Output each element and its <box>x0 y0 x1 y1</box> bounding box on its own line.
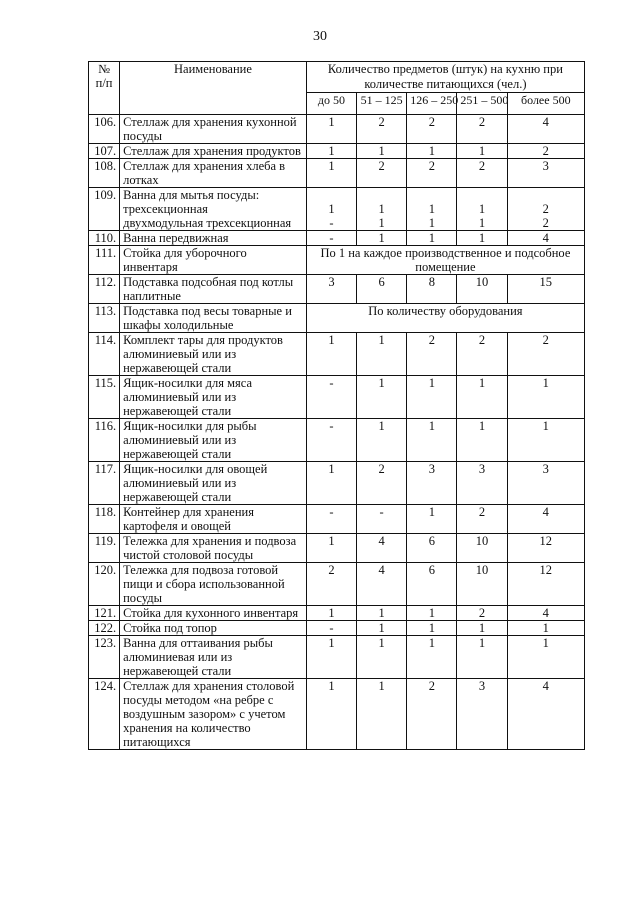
row-qty-line: 1 <box>328 202 335 216</box>
table-row <box>89 606 585 621</box>
row-number: 115. <box>89 376 120 419</box>
row-qty-1: 1 <box>306 606 356 621</box>
row-name: Ящик-носилки для мяса алюминиевый или из нержавеющей стали <box>120 376 307 419</box>
row-number: 113. <box>89 304 120 333</box>
table-row <box>89 621 585 636</box>
equipment-table <box>88 61 585 750</box>
row-qty-line <box>511 188 581 202</box>
row-qty-2: 1 <box>357 679 407 750</box>
row-qty-4 <box>457 188 507 231</box>
row-qty-1: - <box>306 419 356 462</box>
table-header <box>89 62 585 115</box>
row-qty-5 <box>507 188 584 231</box>
row-qty-4: 3 <box>457 462 507 505</box>
row-qty-5: 2 <box>507 144 584 159</box>
row-qty-line: 2 <box>542 216 549 230</box>
row-qty-2: 2 <box>357 462 407 505</box>
table-row <box>89 679 585 750</box>
row-qty-4: 10 <box>457 275 507 304</box>
row-qty-line <box>360 188 403 202</box>
row-qty-line: 1 <box>378 202 385 216</box>
row-number: 117. <box>89 462 120 505</box>
table-row <box>89 144 585 159</box>
row-name: Стеллаж для хранения хлеба в лотках <box>120 159 307 188</box>
row-name: Ванна для оттаивания рыбы алюминиевая или из нержавеющей стали <box>120 636 307 679</box>
row-number: 119. <box>89 534 120 563</box>
row-name: Стойка для уборочного инвентаря <box>120 246 307 275</box>
row-qty-1: - <box>306 621 356 636</box>
row-qty-3: 6 <box>407 563 457 606</box>
row-qty-1: - <box>306 505 356 534</box>
row-name: Ящик-носилки для рыбы алюминиевый или из нержавеющей стали <box>120 419 307 462</box>
row-qty-2: 1 <box>357 144 407 159</box>
row-qty-5: 4 <box>507 505 584 534</box>
row-qty-3: 6 <box>407 534 457 563</box>
row-qty-5: 15 <box>507 275 584 304</box>
row-number: 107. <box>89 144 120 159</box>
row-qty-5: 1 <box>507 376 584 419</box>
row-qty-4: 2 <box>457 333 507 376</box>
row-span-value: По количеству оборудования <box>306 304 584 333</box>
header-qty: Количество предметов (штук) на кухню при количестве питающихся (чел.) <box>306 62 584 93</box>
row-qty-1: 1 <box>306 534 356 563</box>
row-qty-3: 1 <box>407 376 457 419</box>
row-qty-2: 1 <box>357 621 407 636</box>
row-qty-3: 1 <box>407 636 457 679</box>
row-number: 124. <box>89 679 120 750</box>
row-qty-2: 1 <box>357 231 407 246</box>
row-name: Комплект тары для продуктов алюминиевый или из нержавеющей стали <box>120 333 307 376</box>
header-col-2: 51 – 125 <box>357 93 407 115</box>
table-row <box>89 419 585 462</box>
row-qty-3: 1 <box>407 419 457 462</box>
row-qty-5: 1 <box>507 636 584 679</box>
row-qty-1 <box>306 188 356 231</box>
row-qty-2: 2 <box>357 159 407 188</box>
row-number: 109. <box>89 188 120 231</box>
row-number: 108. <box>89 159 120 188</box>
row-qty-4: 1 <box>457 621 507 636</box>
row-qty-4: 1 <box>457 636 507 679</box>
row-qty-3: 2 <box>407 115 457 144</box>
row-qty-1: - <box>306 376 356 419</box>
row-name: Ванна передвижная <box>120 231 307 246</box>
table-row <box>89 563 585 606</box>
row-qty-5: 12 <box>507 563 584 606</box>
row-qty-line: 1 <box>378 216 385 230</box>
row-number: 121. <box>89 606 120 621</box>
row-qty-3: 1 <box>407 505 457 534</box>
row-qty-line: - <box>329 216 334 230</box>
row-qty-1: 1 <box>306 159 356 188</box>
row-qty-5: 1 <box>507 419 584 462</box>
row-qty-4: 3 <box>457 679 507 750</box>
row-qty-5: 4 <box>507 231 584 246</box>
table-row <box>89 534 585 563</box>
row-qty-2: 4 <box>357 563 407 606</box>
row-qty-3: 2 <box>407 159 457 188</box>
header-num <box>89 62 120 115</box>
row-qty-3 <box>407 188 457 231</box>
row-number: 120. <box>89 563 120 606</box>
row-qty-3: 3 <box>407 462 457 505</box>
row-qty-5: 1 <box>507 621 584 636</box>
table-row <box>89 246 585 275</box>
table-row <box>89 304 585 333</box>
row-qty-2: 1 <box>357 333 407 376</box>
row-qty-4: 10 <box>457 563 507 606</box>
row-name <box>120 188 307 231</box>
table-row <box>89 333 585 376</box>
row-qty-2: 6 <box>357 275 407 304</box>
table-row <box>89 275 585 304</box>
row-qty-line <box>460 188 503 202</box>
row-qty-4: 2 <box>457 159 507 188</box>
row-number: 118. <box>89 505 120 534</box>
table-row <box>89 636 585 679</box>
row-qty-5: 4 <box>507 606 584 621</box>
row-qty-2: 1 <box>357 419 407 462</box>
row-name: Подставка под весы товарные и шкафы холодильные <box>120 304 307 333</box>
row-qty-3: 8 <box>407 275 457 304</box>
row-qty-1: 1 <box>306 333 356 376</box>
row-name: Подставка подсобная под котлы наплитные <box>120 275 307 304</box>
row-qty-2: - <box>357 505 407 534</box>
table-row <box>89 231 585 246</box>
table-row <box>89 188 585 231</box>
table-body <box>89 115 585 750</box>
row-span-value: По 1 на каждое производственное и подсобное помещение <box>306 246 584 275</box>
row-qty-4: 2 <box>457 115 507 144</box>
row-qty-5: 4 <box>507 679 584 750</box>
row-qty-line: 1 <box>428 202 435 216</box>
row-name-line: двухмодульная трехсекционная <box>123 216 292 230</box>
row-qty-4: 1 <box>457 144 507 159</box>
page-number: 30 <box>313 29 327 44</box>
row-name: Ящик-носилки для овощей алюминиевый или из нержавеющей стали <box>120 462 307 505</box>
row-qty-line: 1 <box>478 202 486 216</box>
row-number: 106. <box>89 115 120 144</box>
row-qty-5: 12 <box>507 534 584 563</box>
table-row <box>89 505 585 534</box>
row-number: 123. <box>89 636 120 679</box>
row-qty-3: 1 <box>407 606 457 621</box>
row-name-line: Ванна для мытья посуды: <box>123 188 260 202</box>
row-qty-3: 1 <box>407 621 457 636</box>
row-qty-line: 1 <box>478 216 486 230</box>
header-num-text: № п/п <box>95 62 113 90</box>
row-name: Стеллаж для хранения кухонной посуды <box>120 115 307 144</box>
row-qty-1: - <box>306 231 356 246</box>
row-number: 114. <box>89 333 120 376</box>
row-qty-line <box>410 188 453 202</box>
table-row <box>89 159 585 188</box>
table-row <box>89 462 585 505</box>
row-qty-2: 2 <box>357 115 407 144</box>
row-qty-2: 1 <box>357 636 407 679</box>
row-qty-3: 2 <box>407 679 457 750</box>
row-qty-1: 1 <box>306 144 356 159</box>
header-col-5: более 500 <box>507 93 584 115</box>
header-col-1: до 50 <box>306 93 356 115</box>
row-number: 111. <box>89 246 120 275</box>
row-qty-1: 1 <box>306 115 356 144</box>
header-name: Наименование <box>120 62 307 115</box>
row-name: Тележка для подвоза готовой пищи и сбора использованной посуды <box>120 563 307 606</box>
row-qty-1: 1 <box>306 679 356 750</box>
row-qty-2: 4 <box>357 534 407 563</box>
row-qty-3: 2 <box>407 333 457 376</box>
row-name: Тележка для хранения и подвоза чистой столовой посуды <box>120 534 307 563</box>
row-qty-4: 1 <box>457 419 507 462</box>
row-qty-line <box>310 188 353 202</box>
row-number: 122. <box>89 621 120 636</box>
row-qty-4: 1 <box>457 231 507 246</box>
row-qty-2 <box>357 188 407 231</box>
row-qty-5: 4 <box>507 115 584 144</box>
row-name: Стойка под топор <box>120 621 307 636</box>
table-row <box>89 376 585 419</box>
row-qty-5: 2 <box>507 333 584 376</box>
row-qty-1: 1 <box>306 462 356 505</box>
row-qty-3: 1 <box>407 231 457 246</box>
row-qty-5: 3 <box>507 462 584 505</box>
row-qty-1: 3 <box>306 275 356 304</box>
row-number: 112. <box>89 275 120 304</box>
row-qty-1: 1 <box>306 636 356 679</box>
row-qty-1: 2 <box>306 563 356 606</box>
header-col-3: 126 – 250 <box>407 93 457 115</box>
row-name: Стеллаж для хранения столовой посуды методом «на ребре с воздушным зазором» с учетом хранения на количество питающихся <box>120 679 307 750</box>
row-qty-4: 1 <box>457 376 507 419</box>
row-name: Стойка для кухонного инвентаря <box>120 606 307 621</box>
table-row <box>89 115 585 144</box>
row-name: Стеллаж для хранения продуктов <box>120 144 307 159</box>
row-qty-4: 10 <box>457 534 507 563</box>
row-qty-line: 2 <box>542 202 549 216</box>
row-qty-2: 1 <box>357 376 407 419</box>
row-qty-4: 2 <box>457 606 507 621</box>
row-qty-2: 1 <box>357 606 407 621</box>
row-name-line: трехсекционная <box>123 202 208 216</box>
row-number: 116. <box>89 419 120 462</box>
row-qty-5: 3 <box>507 159 584 188</box>
row-qty-3: 1 <box>407 144 457 159</box>
header-col-4: 251 – 500 <box>457 93 507 115</box>
row-qty-line: 1 <box>428 216 435 230</box>
row-qty-4: 2 <box>457 505 507 534</box>
row-number: 110. <box>89 231 120 246</box>
row-name: Контейнер для хранения картофеля и овощей <box>120 505 307 534</box>
